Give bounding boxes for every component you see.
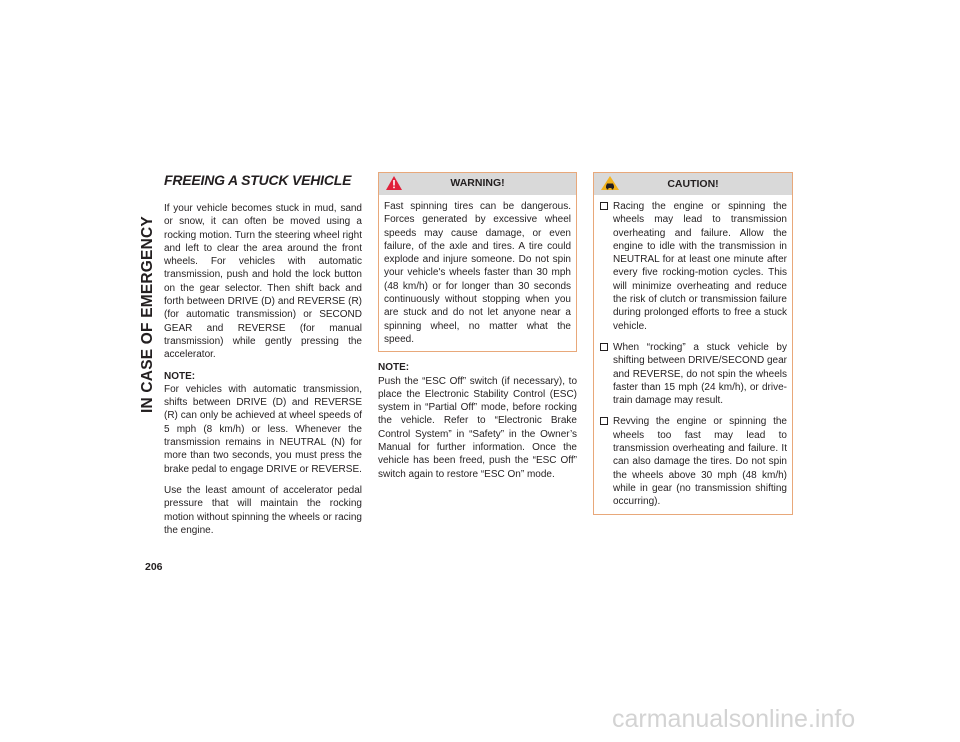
page-number: 206 — [145, 561, 163, 573]
warning-title: WARNING! — [450, 177, 505, 190]
square-bullet-icon — [600, 343, 608, 351]
caution-car-icon — [600, 175, 620, 194]
left-column — [164, 172, 362, 545]
esc-note-paragraph — [378, 361, 577, 481]
middle-column — [378, 172, 577, 489]
caution-item-text: Revving the engine or spinning the wheels too fast may lead to transmission overheating and failure. It can also damage the tires. Do not spin the wheels above 30 mph (48 km/h) while in gear (no transmission shifting occurring). — [613, 416, 787, 508]
caution-item — [599, 415, 787, 508]
watermark: carmanualsonline.info — [612, 705, 856, 733]
note-text: For vehicles with automatic transmission, shifts between DRIVE (D) and REVERSE (R) can only be achieved at wheel speeds of 5 mph (8 km/h) or less. Whenever the transmission remains in NEUTRAL (N) for more than two seconds, you must press the brake pedal to engage DRIVE or REVERSE. — [164, 383, 362, 475]
warning-header — [379, 173, 576, 195]
section-side-tab — [138, 173, 158, 413]
note-paragraph — [164, 370, 362, 476]
caution-header — [594, 173, 792, 195]
warning-triangle-icon — [385, 175, 403, 195]
esc-note-label: NOTE: — [378, 362, 410, 374]
section-title: FREEING A STUCK VEHICLE — [164, 172, 352, 188]
warning-box — [378, 172, 577, 352]
warning-body — [379, 195, 576, 351]
square-bullet-icon — [600, 417, 608, 425]
intro-paragraph: If your vehicle becomes stuck in mud, sand or snow, it can often be moved using a rocking motion. Turn the steering wheel right and left to clear the area around the front wheels. For vehicles with automatic transmission, push and hold the lock button on the gear selector. Then shift back and forth between DRIVE (D) and REVERSE (R) (for automatic transmission) or SECOND GEAR and REVERSE (for manual transmission) while gently pressing the accelerator. — [164, 203, 362, 361]
caution-item-text: Racing the engine or spinning the wheels may lead to transmission overheating and failure. Allow the engine to idle with the transmission in NEUTRAL for at least one minute after every five rocking-motion cycles. This will minimize overheating and reduce the risk of clutch or transmission failure during prolonged efforts to free a stuck vehicle. — [613, 201, 787, 332]
caution-item — [599, 341, 787, 407]
side-tab-label: IN CASE OF EMERGENCY — [139, 216, 156, 413]
accelerator-paragraph: Use the least amount of accelerator pedal pressure that will maintain the rocking motion without spinning the wheels or racing the engine. — [164, 484, 362, 536]
caution-title: CAUTION! — [667, 178, 719, 190]
caution-item — [599, 200, 787, 333]
caution-list — [599, 200, 787, 509]
warning-text: Fast spinning tires can be dangerous. Forces generated by excessive wheel speeds may cause damage, or even failure, of the axle and tires. A tire could explode and injure someone. Do not spin your vehicle's wheels faster than 30 mph (48 km/h) or for longer than 30 seconds continuously without stopping when you are stuck and do not let anyone near a spinning wheel, no matter what the speed. — [384, 201, 571, 345]
caution-item-text: When “rocking” a stuck vehicle by shifting between DRIVE/SECOND gear and REVERSE, do not spin the wheels faster than 15 mph (24 km/h), or drive-train damage may result. — [613, 341, 787, 407]
right-column — [593, 172, 793, 515]
note-label: NOTE: — [164, 370, 196, 382]
caution-box — [593, 172, 793, 515]
caution-body — [594, 195, 792, 514]
square-bullet-icon — [600, 202, 608, 210]
esc-note-text: Push the “ESC Off” switch (if necessary), to place the Electronic Stability Control (ESC) system in “Partial Off” mode, before rocking the vehicle. Refer to “Electronic Brake Control System” in “Safety” in the Owner’s Manual for further information. Once the vehicle has been freed, push the “ESC Off” switch again to restore “ESC On” mode. — [378, 375, 577, 480]
